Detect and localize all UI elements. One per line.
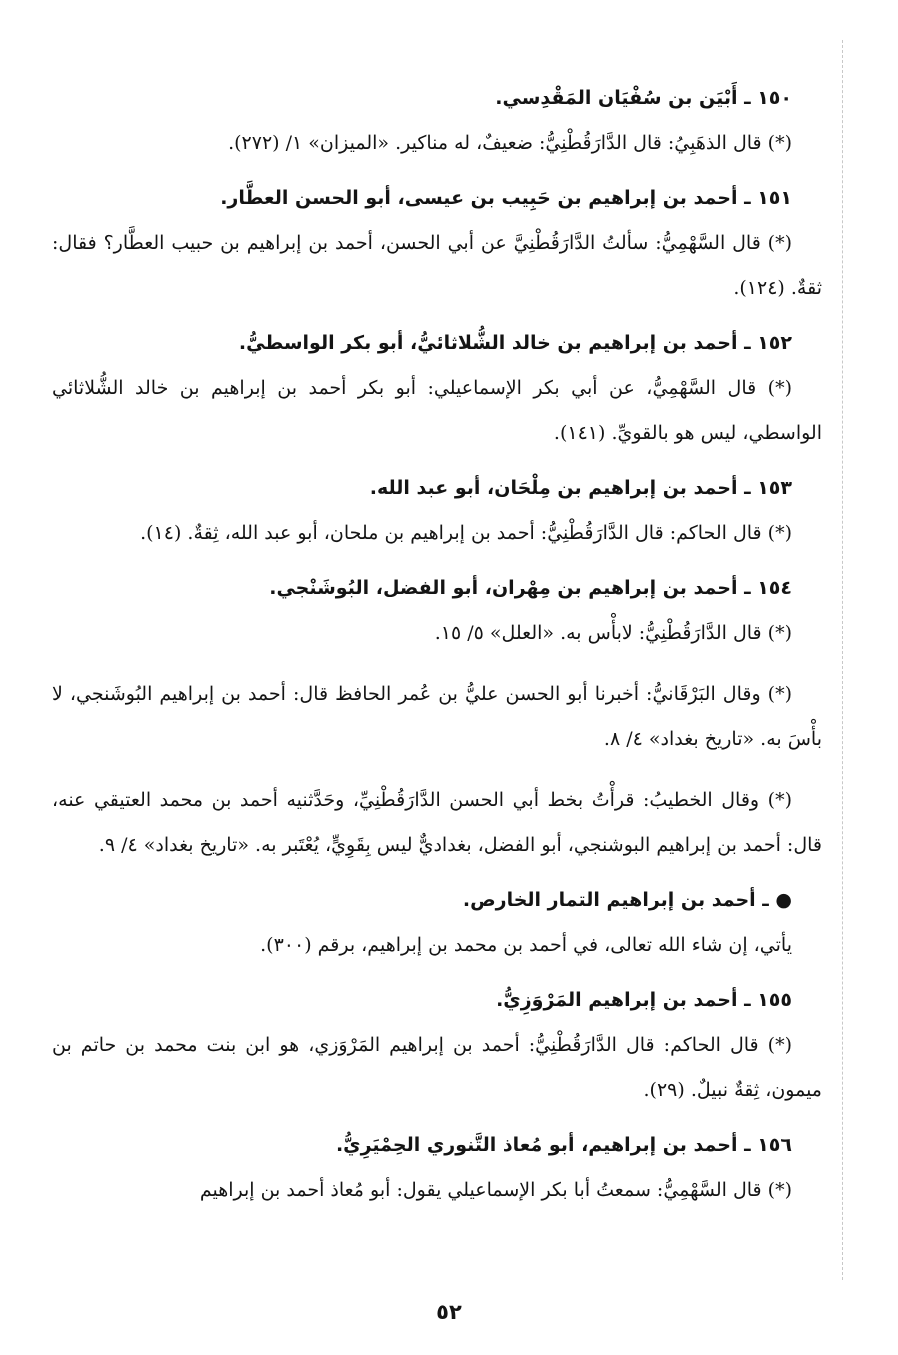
entry-155 [52,984,822,1113]
entry-paragraph: (*) قال الحاكم: قال الدَّارَقُطْنِيُّ: أحمد بن إبراهيم المَرْوَزي، هو ابن بنت محمد بن حاتم بن ميمون، ثِقةٌ نبيلٌ. (٢٩). [52,1034,822,1101]
entry-150 [52,82,822,166]
entry-156 [52,1129,822,1213]
entry-paragraph: يأتي، إن شاء الله تعالى، في أحمد بن محمد بن إبراهيم، برقم (٣٠٠). [260,934,792,956]
entry-153 [52,472,822,556]
entry-paragraph: (*) وقال الخطيبُ: قرأْتُ بخط أبي الحسن الدَّارَقُطْنِيِّ، وحَدَّثنيه أحمد بن محمد العتيقي عنه، قال: أحمد بن إبراهيم البوشنجي، أبو الفضل، بغداديٌّ ليس بِقَوِيٍّ، يُعْتَبر به. «تاريخ بغداد» ٤/ ٩. [52,789,822,856]
entry-152 [52,327,822,456]
entry-heading: ١٥٥ ـ أحمد بن إبراهيم المَرْوَزِيُّ. [496,989,792,1011]
entry-paragraph: (*) قال السَّهْمِيُّ: سمعتُ أبا بكر الإسماعيلي يقول: أبو مُعاذ أحمد بن إبراهيم [199,1179,792,1201]
entry-heading: ١٥٤ ـ أحمد بن إبراهيم بن مِهْران، أبو الفضل، البُوشَنْجي. [269,577,792,599]
entry-paragraph: (*) قال الذهَبِيُ: قال الدَّارَقُطْنِيُّ: ضعيفٌ، له مناكير. «الميزان» ١/ (٢٧٢). [228,132,792,154]
entry-paragraph: (*) وقال البَرْقَانيُّ: أخبرنا أبو الحسن عليُّ بن عُمر الحافظ قال: أحمد بن إبراهيم البُوشَنجي، لا بأْسَ به. «تاريخ بغداد» ٤/ ٨. [52,683,822,750]
entry-paragraph: (*) قال السَّهْمِيُّ، عن أبي بكر الإسماعيلي: أبو بكر أحمد بن إبراهيم بن خالد الشُّلاثائي الواسطي، ليس هو بالقويِّ. (١٤١). [52,377,822,444]
entry-paragraph: (*) قال السَّهْمِيُّ: سألتُ الدَّارَقُطْنِيَّ عن أبي الحسن، أحمد بن إبراهيم بن حبيب العطَّار؟ فقال: ثقةٌ. (١٢٤). [52,232,822,299]
document-page [52,82,822,1229]
entry-heading: ١٥١ ـ أحمد بن إبراهيم بن حَبِيب بن عيسى، أبو الحسن العطَّار. [220,187,792,209]
entry-heading: ١٥٣ ـ أحمد بن إبراهيم بن مِلْحَان، أبو عبد الله. [369,477,792,499]
page-edge-mark [842,40,843,1280]
entry-paragraph: (*) قال الحاكم: قال الدَّارَقُطْنِيُّ: أحمد بن إبراهيم بن ملحان، أبو عبد الله، ثِقةٌ. (١٤). [140,522,792,544]
page-number: ٥٢ [436,1300,462,1324]
entry-151 [52,182,822,311]
entry-heading: ١٥٦ ـ أحمد بن إبراهيم، أبو مُعاذ التَّنوري الحِمْيَرِيُّ. [335,1134,792,1156]
entry-cross-reference [52,884,822,968]
entry-heading: ● ـ أحمد بن إبراهيم التمار الخارص. [462,889,792,911]
entry-paragraph: (*) قال الدَّارَقُطْنِيُّ: لابأْس به. «العلل» ٥/ ١٥. [434,622,792,644]
entry-154 [52,572,822,868]
entry-heading: ١٥٠ ـ أَبْيَن بن سُفْيَان المَقْدِسي. [495,87,792,109]
entry-heading: ١٥٢ ـ أحمد بن إبراهيم بن خالد الشُّلاثائيُّ، أبو بكر الواسطيُّ. [238,332,792,354]
